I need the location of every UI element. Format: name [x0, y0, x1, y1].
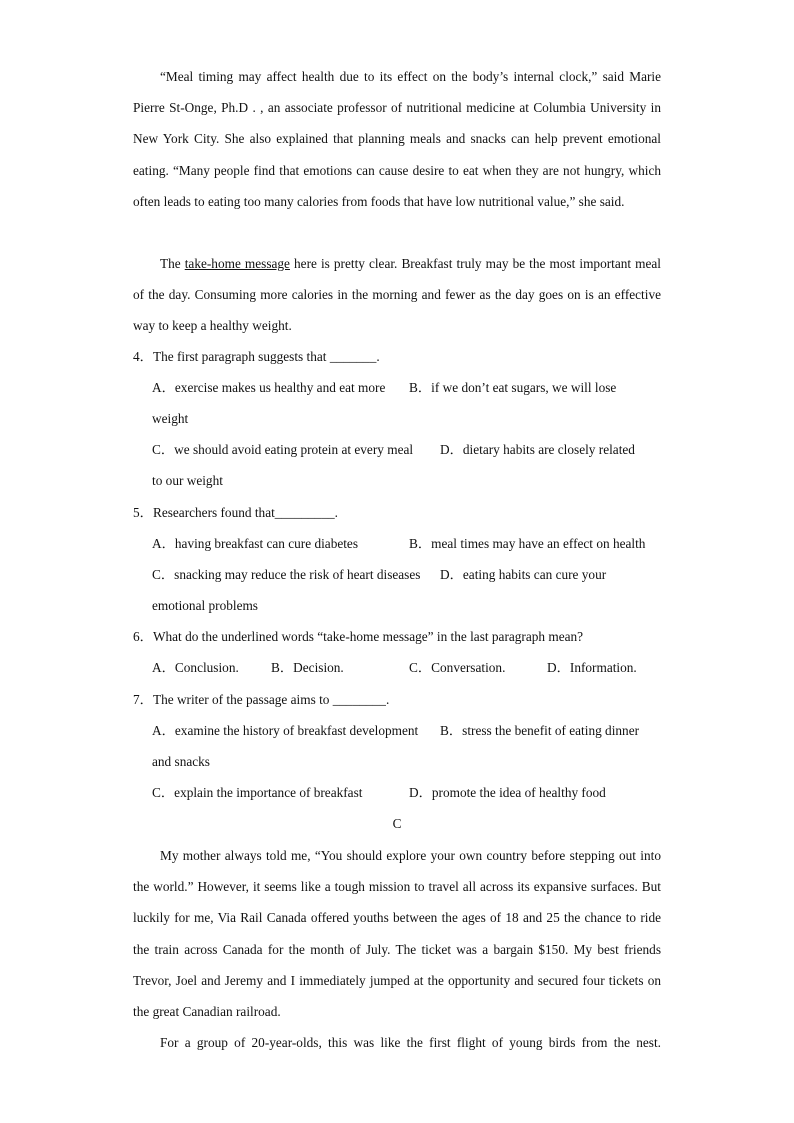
question-7-option-b-cont: and snacks [152, 754, 210, 769]
question-5-option-d: D．eating habits can cure your [440, 567, 607, 582]
question-4-option-b: B．if we don’t eat sugars, we will lose [409, 380, 617, 395]
question-4-option-d: D．dietary habits are closely related [440, 442, 635, 457]
question-5-option-b: B．meal times may have an effect on health [409, 536, 646, 551]
passage-c-paragraph-2: For a group of 20-year-olds, this was like the first flight of young birds from the nest. [160, 1035, 661, 1050]
passage-b-quote-paragraph: “Meal timing may affect health due to its effect on the body’s internal clock,” said Marie Pierre St-Onge, Ph.D . , an associate professor of nutritional medicine at Columbia University in New York City. She also explained that planning meals and snacks can help prevent emotional eating. “Many people find that emotions can cause desire to eat when they are not hungry, which often leads to eating too many calories from foods that have low nutritional value,” she said. [133, 69, 661, 209]
question-6-stem: 6．What do the underlined words “take-home message” in the last paragraph mean? [133, 629, 584, 644]
last-paragraph-pre: The [160, 256, 185, 271]
question-4-option-b-cont: weight [152, 411, 189, 426]
question-6-option-a: A．Conclusion. [152, 660, 239, 675]
question-4-option-c: C．we should avoid eating protein at every meal [152, 442, 414, 457]
question-5-option-c: C．snacking may reduce the risk of heart diseases [152, 567, 421, 582]
question-7-option-c: C．explain the importance of breakfast [152, 785, 363, 800]
question-4-stem: 4．The first paragraph suggests that _______. [133, 349, 380, 364]
question-5-stem: 5．Researchers found that_________. [133, 505, 338, 520]
question-5-option-a: A．having breakfast can cure diabetes [152, 536, 359, 551]
last-paragraph-post: here is pretty clear. Breakfast truly may be the most important meal of the day. Consuming more calories in the morning and fewer as the day goes on is an effective way to keep a healthy weight. [133, 256, 661, 334]
question-4-option-d-cont: to our weight [152, 473, 223, 488]
question-6-option-d: D．Information. [547, 660, 637, 675]
question-7-option-d: D．promote the idea of healthy food [409, 785, 606, 800]
question-6-option-b: B．Decision. [271, 660, 344, 675]
question-4-option-a: A．exercise makes us healthy and eat more [152, 380, 386, 395]
underlined-take-home-message: take-home message [184, 256, 290, 271]
section-heading: C [392, 816, 402, 831]
passage-c-paragraph-1: My mother always told me, “You should explore your own country before stepping out into the world.” However, it seems like a tough mission to travel all across its expansive surfaces. But luckily for me, Via Rail Canada offered youths between the ages of 18 and 25 the chance to ride the train across Canada for the month of July. The ticket was a bargain $150. My best friends Trevor, Joel and Jeremy and I immediately jumped at the opportunity and secured four tickets on the great Canadian railroad. [133, 848, 661, 1020]
question-7-option-a: A．examine the history of breakfast development [152, 723, 419, 738]
question-7-stem: 7．The writer of the passage aims to ________. [133, 692, 390, 707]
question-5-option-d-cont: emotional problems [152, 598, 258, 613]
passage-b-last-paragraph [133, 248, 661, 342]
question-6-option-c: C．Conversation. [409, 660, 506, 675]
question-7-option-b: B．stress the benefit of eating dinner [440, 723, 640, 738]
